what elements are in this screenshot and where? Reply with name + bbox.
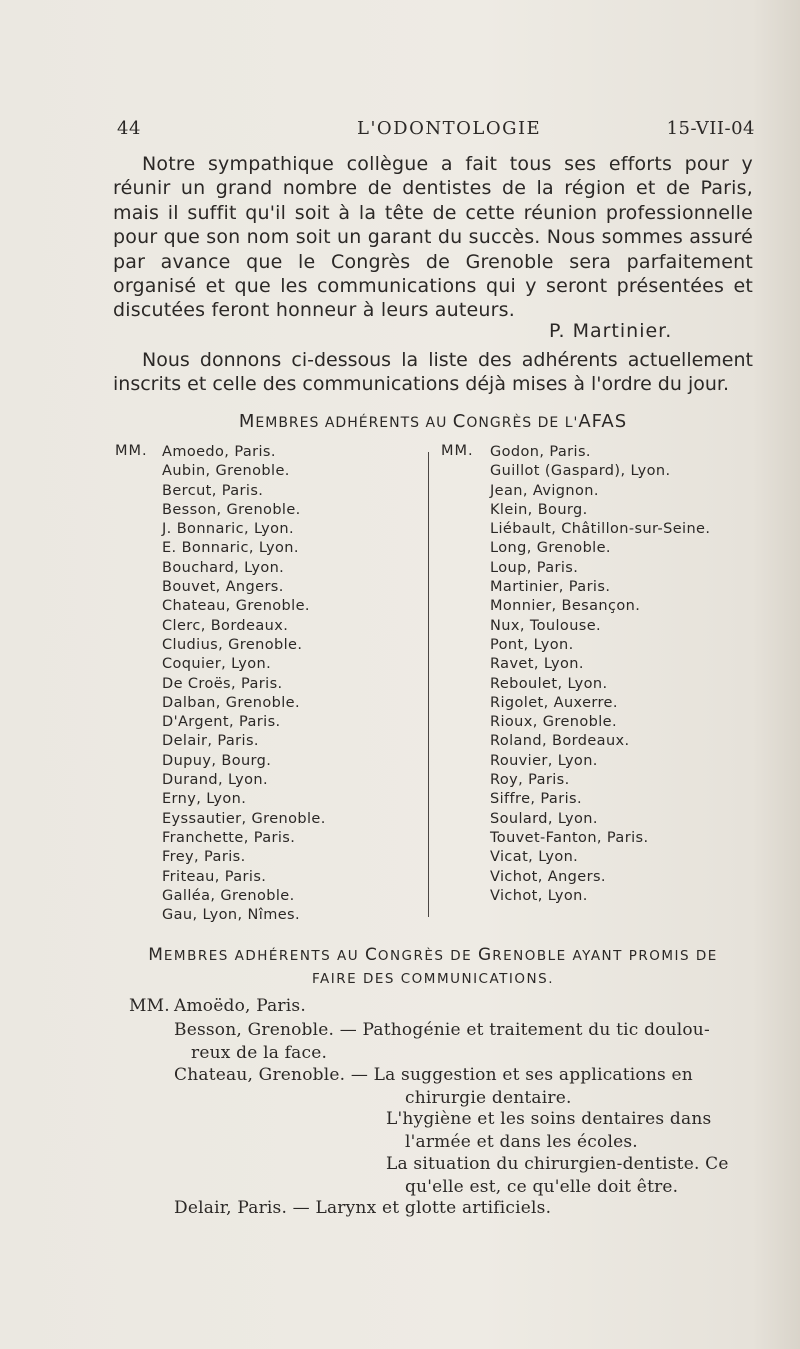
member-entry: Durand, Lyon. [162, 772, 269, 789]
journal-title: L'ODONTOLOGIE [357, 118, 542, 139]
member-entry: Vichot, Lyon. [490, 887, 588, 904]
member-entry: Guillot (Gaspard), Lyon. [490, 463, 671, 480]
title-initial: M [148, 945, 164, 965]
member-entry: Eyssautier, Grenoble. [162, 810, 326, 827]
running-head [117, 118, 755, 142]
member-entry: Roy, Paris. [490, 772, 570, 789]
communication-line: chirurgie dentaire. [405, 1088, 572, 1108]
column-divider [428, 452, 429, 917]
member-entry: Rigolet, Auxerre. [490, 694, 618, 711]
member-entry: Monnier, Besançon. [490, 598, 641, 615]
member-entry: Siffre, Paris. [490, 791, 582, 808]
intro-paragraph-block [113, 348, 753, 397]
member-entry: Friteau, Paris. [162, 868, 267, 885]
communication-line: Delair, Paris. — Larynx et glotte artificiels. [174, 1198, 552, 1218]
member-entry: Bercut, Paris. [162, 482, 264, 499]
member-entry: Godon, Paris. [490, 444, 591, 460]
member-entry: Aubin, Grenoble. [162, 463, 290, 480]
member-entry: Erny, Lyon. [162, 791, 247, 808]
member-entry: Soulard, Lyon. [490, 810, 598, 827]
member-entry: Gau, Lyon, Nîmes. [162, 907, 301, 924]
member-entry: Klein, Bourg. [490, 501, 588, 518]
member-entry: De Croës, Paris. [162, 675, 283, 692]
title-initial: C [452, 411, 467, 432]
member-entry: Dupuy, Bourg. [162, 752, 272, 769]
communication-line: l'armée et dans les écoles. [405, 1132, 638, 1152]
member-entry: Chateau, Grenoble. [162, 598, 310, 615]
members-right-list [490, 443, 710, 906]
member-entry: Clerc, Bordeaux. [162, 617, 289, 634]
opening-paragraph-block [113, 152, 753, 323]
member-entry: Galléa, Grenoble. [162, 887, 295, 904]
members-left-list [162, 443, 326, 925]
opening-paragraph: Notre sympathique collègue a fait tous ses efforts pour y réunir un grand nombre de dentistes de la région et de Paris, mais il suffit qu'il soit à la tête de cette réunion professionnelle pour que son nom soit un garant du succès. Nous sommes assuré par avance que le Congrès de Grenoble sera parfaitement organisé et que les communications qui y seront présentées et discutées feront honneur à leurs auteurs. [113, 153, 753, 322]
communication-line: Besson, Grenoble. — Pathogénie et traitement du tic doulou- [174, 1020, 710, 1040]
member-entry: Jean, Avignon. [490, 482, 599, 499]
member-entry: Bouvet, Angers. [162, 579, 284, 596]
communications-title-line-2: FAIRE DES COMMUNICATIONS. [312, 971, 554, 987]
member-entry: Amoedo, Paris. [162, 444, 276, 460]
title-initial: G [478, 945, 493, 965]
communication-line: qu'elle est, ce qu'elle doit être. [405, 1177, 679, 1197]
member-entry: Liébault, Châtillon-sur-Seine. [490, 521, 711, 538]
communication-line: La situation du chirurgien-dentiste. Ce [386, 1154, 729, 1174]
intro-paragraph: Nous donnons ci-dessous la liste des adhérents actuellement inscrits et celle des communications déjà mises à l'ordre du jour. [113, 349, 753, 396]
member-entry: Besson, Grenoble. [162, 501, 301, 518]
member-entry: Ravet, Lyon. [490, 656, 584, 673]
member-entry: Coquier, Lyon. [162, 656, 272, 673]
member-entry: Rioux, Grenoble. [490, 714, 617, 731]
communications-section-title [113, 944, 753, 991]
communication-line: Amoëdo, Paris. [174, 996, 306, 1016]
member-entry: E. Bonnaric, Lyon. [162, 540, 299, 557]
member-entry: D'Argent, Paris. [162, 714, 281, 731]
communication-line: L'hygiène et les soins dentaires dans [386, 1109, 712, 1129]
member-entry: Loup, Paris. [490, 559, 579, 576]
member-entry: Bouchard, Lyon. [162, 559, 285, 576]
member-entry: Nux, Toulouse. [490, 617, 602, 634]
page-number: 44 [117, 118, 141, 139]
title-initial: C [364, 945, 378, 965]
issue-date: 15-VII-04 [666, 118, 755, 139]
communications-title-line-1 [113, 944, 753, 968]
title-acronym: AFAS [578, 411, 628, 432]
communication-line: reux de la face. [191, 1043, 328, 1063]
member-entry: Touvet-Fanton, Paris. [490, 829, 649, 846]
signature: P. Martinier. [549, 320, 673, 342]
title-smallcaps: EMBRES ADHÉRENTS AU [255, 415, 453, 431]
member-entry: Rouvier, Lyon. [490, 752, 598, 769]
member-entry: Vicat, Lyon. [490, 849, 579, 866]
member-entry: Reboulet, Lyon. [490, 675, 608, 692]
member-entry: Roland, Bordeaux. [490, 733, 630, 750]
member-entry: Franchette, Paris. [162, 829, 296, 846]
title-smallcaps: EMBRES ADHÉRENTS AU [163, 948, 365, 964]
title-smallcaps: ONGRÈS DE L' [466, 415, 579, 431]
member-entry: Martinier, Paris. [490, 579, 611, 596]
member-entry: Pont, Lyon. [490, 636, 574, 653]
member-entry: Delair, Paris. [162, 733, 259, 750]
title-smallcaps: ONGRÈS DE [377, 948, 479, 964]
member-entry: Long, Grenoble. [490, 540, 611, 557]
member-entry: Frey, Paris. [162, 849, 246, 866]
title-smallcaps: RENOBLE AYANT PROMIS DE [492, 948, 718, 964]
member-entry: Dalban, Grenoble. [162, 694, 301, 711]
honorific: MM. [441, 443, 474, 459]
member-entry: Cludius, Grenoble. [162, 636, 303, 653]
honorific: MM. [115, 443, 148, 459]
communications-honorific: MM. [129, 996, 170, 1016]
communication-line: Chateau, Grenoble. — La suggestion et ses applications en [174, 1065, 693, 1085]
members-section-title [113, 411, 753, 432]
member-entry: Vichot, Angers. [490, 868, 606, 885]
member-entry: J. Bonnaric, Lyon. [162, 521, 294, 538]
title-initial: M [238, 411, 256, 432]
